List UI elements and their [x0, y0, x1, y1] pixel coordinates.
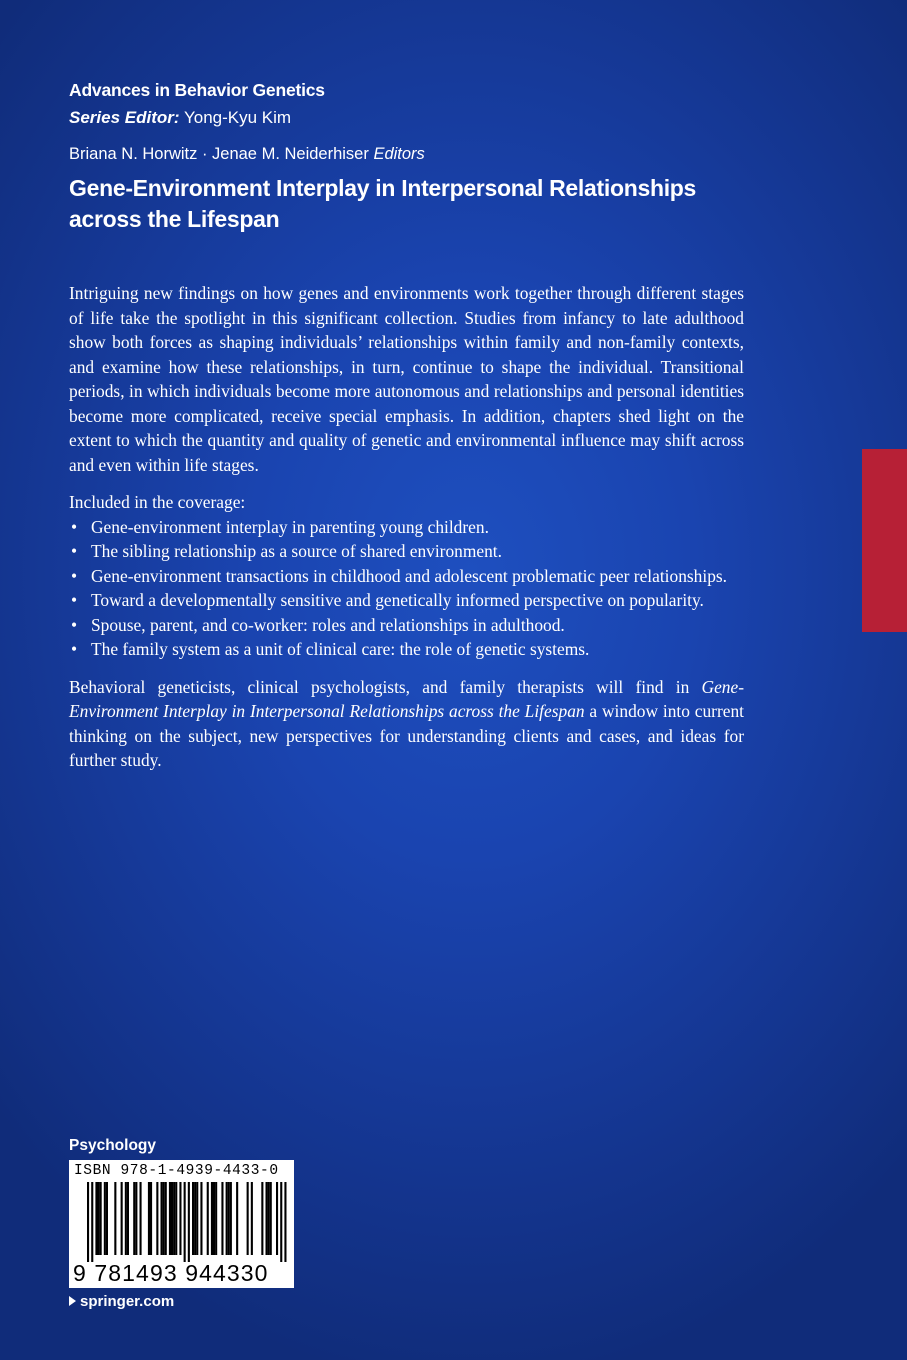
coverage-list: [69, 515, 744, 662]
barcode-bar: [270, 1182, 272, 1255]
coverage-item: • Spouse, parent, and co-worker: roles and relationships in adulthood.: [69, 613, 744, 638]
barcode-bar: [171, 1182, 173, 1255]
series-editor-name: Yong-Kyu Kim: [183, 108, 292, 127]
closing-book-title: Gene-Environment Interplay in Interpersonal Relationships across the Lifespan: [69, 676, 744, 721]
barcode-bar: [230, 1182, 232, 1255]
barcode-bar: [148, 1182, 150, 1255]
barcode-bar: [163, 1182, 165, 1255]
barcode-bar: [121, 1182, 123, 1255]
barcode-bar: [161, 1182, 163, 1255]
barcode-bar: [114, 1182, 116, 1255]
barcode-bar: [280, 1182, 282, 1262]
barcode-bar: [150, 1182, 152, 1255]
barcode-bar: [276, 1182, 278, 1255]
barcode-bar: [106, 1182, 108, 1255]
website-link[interactable]: [69, 1293, 174, 1310]
arrow-right-icon: [69, 1296, 76, 1306]
series-editor-line: [69, 108, 291, 128]
barcode-bar: [133, 1182, 135, 1255]
coverage-item: • Gene-environment transactions in childhood and adolescent problematic peer relationships.: [69, 564, 744, 589]
barcode-bar: [173, 1182, 175, 1255]
closing-text-start: Behavioral geneticists, clinical psychologists, and family therapists will find in: [69, 676, 702, 697]
barcode-digits: 9 781493 944330: [73, 1260, 269, 1286]
barcode-bar: [165, 1182, 167, 1255]
barcode-bar: [188, 1182, 190, 1262]
barcode-bar: [104, 1182, 106, 1255]
barcode-bar: [192, 1182, 194, 1255]
barcode-bar: [196, 1182, 198, 1255]
coverage-item: • The family system as a unit of clinical care: the role of genetic systems.: [69, 637, 744, 662]
blurb-closing: [69, 675, 744, 773]
barcode-bar: [266, 1182, 268, 1255]
isbn-barcode: [69, 1160, 294, 1288]
barcode-bar: [207, 1182, 209, 1255]
barcode-bar: [228, 1182, 230, 1255]
website-text: springer.com: [80, 1293, 175, 1310]
barcode-bar: [87, 1182, 89, 1262]
barcode-bar: [135, 1182, 137, 1255]
barcode-bar: [98, 1182, 100, 1255]
barcode-bar: [100, 1182, 102, 1255]
series-editor-label: Series Editor:: [69, 108, 180, 127]
barcode-bar: [125, 1182, 127, 1255]
coverage-item: • The sibling relationship as a source of shared environment.: [69, 539, 744, 564]
book-title: Gene-Environment Interplay in Interpersonal Relationships across the Lifespan: [69, 175, 697, 232]
blurb-intro: Intriguing new findings on how genes and environments work together through different stages of life take the spotlight in this significant collection. Studies from infancy to late adulthood show both forces as shaping individuals’ relationships within family and non-family contexts, and examine how these relationships, in turn, continue to shape the individual. Transitional periods, in which individuals become more autonomous and relationships and personal identities become more complicated, receive special emphasis. In addition, chapters shed light on the extent to which the quantity and quality of genetic and environmental influence may shift across and even within life stages.: [69, 283, 744, 475]
editor-names: Briana N. Horwitz · Jenae M. Neiderhiser: [69, 145, 369, 163]
series-title: Advances in Behavior Genetics: [69, 80, 325, 100]
closing-text-end: a window into current thinking on the subject, new perspectives for understanding clients and cases, and ideas for further study.: [69, 701, 744, 770]
barcode-bar: [261, 1182, 263, 1255]
barcode-bar: [284, 1182, 286, 1262]
barcode-bar: [215, 1182, 217, 1255]
coverage-intro: Included in the coverage:: [69, 492, 246, 512]
barcode-bar: [140, 1182, 142, 1255]
isbn-text: ISBN 978-1-4939-4433-0: [74, 1163, 279, 1179]
barcode-bar: [247, 1182, 249, 1255]
barcode-bar: [211, 1182, 213, 1255]
barcode-bar: [200, 1182, 202, 1255]
barcode-bars: [79, 1182, 291, 1262]
barcode-bar: [169, 1182, 171, 1255]
barcode-bar: [179, 1182, 181, 1255]
barcode-bar: [236, 1182, 238, 1255]
barcode-bar: [213, 1182, 215, 1255]
coverage-item: • Gene-environment interplay in parenting young children.: [69, 515, 744, 540]
barcode-bar: [175, 1182, 177, 1255]
barcode-bar: [184, 1182, 186, 1262]
barcode-bar: [226, 1182, 228, 1255]
barcode-bar: [127, 1182, 129, 1255]
barcode-bar: [221, 1182, 223, 1255]
subject-label: Psychology: [69, 1137, 156, 1154]
barcode-bar: [194, 1182, 196, 1255]
red-accent-tab: [862, 449, 907, 632]
barcode-bar: [95, 1182, 97, 1255]
editors-role: Editors: [373, 145, 425, 163]
barcode-bar: [251, 1182, 253, 1255]
barcode-bar: [268, 1182, 270, 1255]
barcode-bar: [91, 1182, 93, 1262]
blurb: [69, 281, 744, 773]
editors-line: [69, 145, 425, 164]
barcode-bar: [156, 1182, 158, 1255]
coverage-item: • Toward a developmentally sensitive and genetically informed perspective on popularity.: [69, 588, 744, 613]
